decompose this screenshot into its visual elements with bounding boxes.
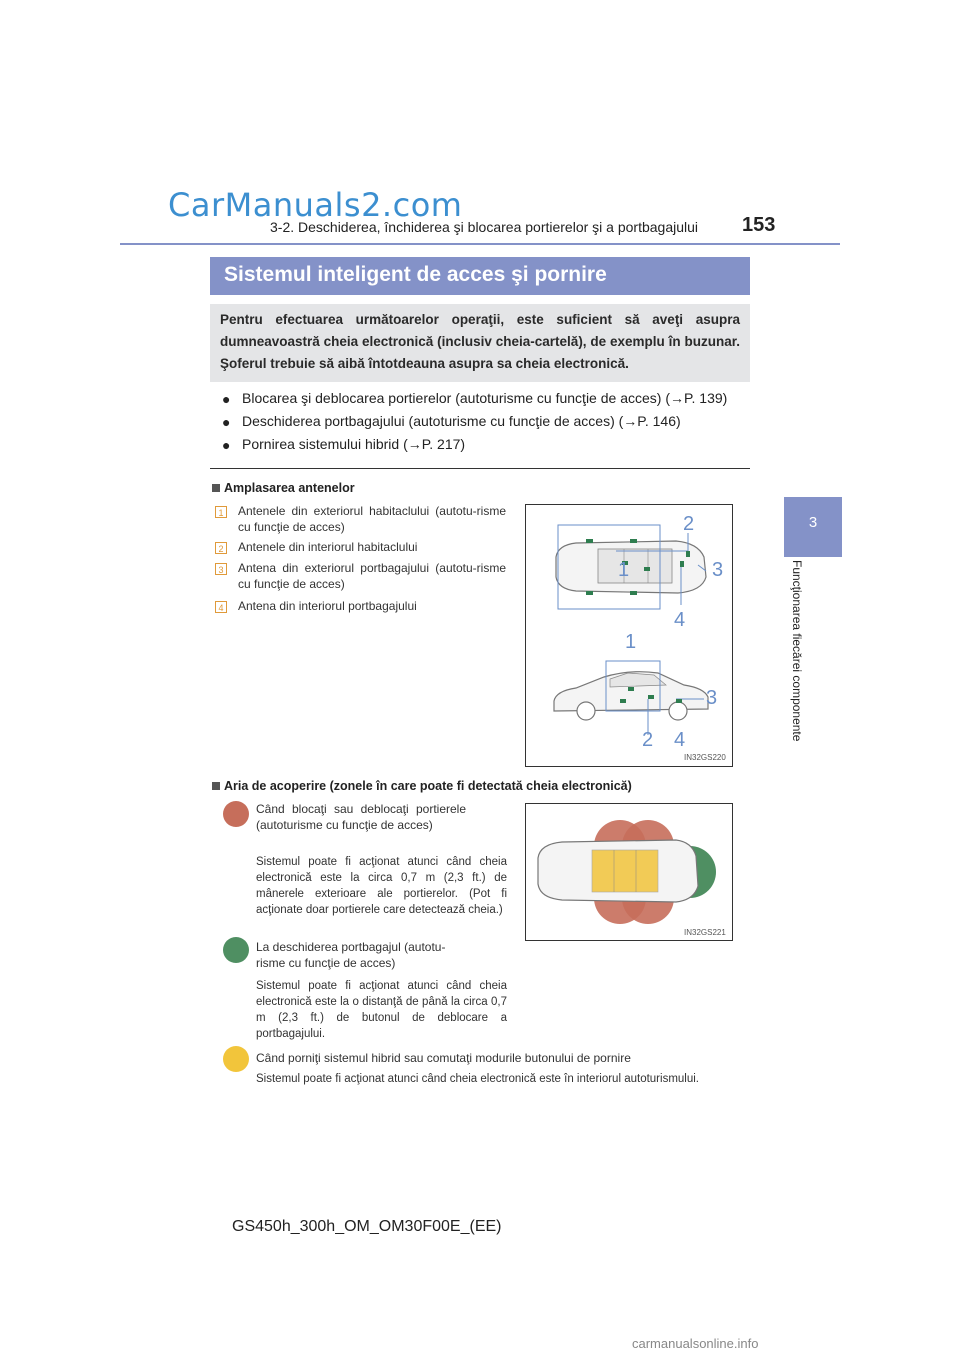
antenna-location-figure xyxy=(525,504,733,767)
antenna-item: Antenele din interiorul habitaclului xyxy=(238,540,418,554)
figure-code: IN32GS220 xyxy=(684,753,726,762)
square-bullet-icon xyxy=(212,782,220,790)
coverage-item-title: La deschiderea portbagajul (autotu-risme cu funcţie de acces) xyxy=(256,940,446,970)
bullet-icon: ● xyxy=(222,437,231,453)
number-badge: 1 xyxy=(215,506,227,518)
coverage-heading: Aria de acoperire (zonele în care poate fi detectată cheia electronică) xyxy=(212,779,632,793)
number-badge: 4 xyxy=(215,601,227,613)
antenna-item: Antena din interiorul portbagajului xyxy=(238,599,417,613)
number-badge: 3 xyxy=(215,563,227,575)
callout-label: 3 xyxy=(712,559,724,581)
watermark-logo: CarManuals2.com xyxy=(168,186,463,224)
coverage-area-figure xyxy=(525,803,733,941)
bullet-icon: ● xyxy=(222,391,231,407)
page-number: 153 xyxy=(742,214,776,236)
chapter-side-label: Funcţionarea fiecărei componente xyxy=(790,560,804,742)
green-zone-legend-icon xyxy=(223,937,249,963)
bullet-item: Blocarea şi deblocarea portierelor (autoturisme cu funcţie de acces) (→P. 139) xyxy=(242,390,728,406)
header-divider xyxy=(120,243,840,245)
callout-label: 4 xyxy=(674,609,686,631)
document-code-footer: GS450h_300h_OM_OM30F00E_(EE) xyxy=(232,1218,502,1235)
bullet-item: Pornirea sistemului hibrid (→P. 217) xyxy=(242,436,466,452)
bullet-item: Deschiderea portbagajului (autoturisme cu funcţie de acces) (→P. 146) xyxy=(242,413,681,429)
coverage-diagram xyxy=(526,804,732,940)
callout-label: 4 xyxy=(674,729,686,751)
callout-label: 1 xyxy=(618,559,630,581)
yellow-zone-legend-icon xyxy=(223,1046,249,1072)
chapter-number: 3 xyxy=(808,514,818,531)
antenna-item: Antena din exteriorul portbagajului (autotu-risme cu funcţie de acces) xyxy=(238,561,506,591)
square-bullet-icon xyxy=(212,484,220,492)
callout-label: 2 xyxy=(683,513,695,535)
number-badge: 2 xyxy=(215,542,227,554)
watermark-bottom: carmanualsonline.info xyxy=(632,1336,759,1351)
car-side-view-icon xyxy=(554,672,708,720)
callout-label: 2 xyxy=(642,729,654,751)
section-title: Sistemul inteligent de acces şi pornire xyxy=(224,263,607,286)
figure-code: IN32GS221 xyxy=(684,928,726,937)
bullet-icon: ● xyxy=(222,414,231,430)
chapter-header-title: 3-2. Deschiderea, închiderea şi blocarea portierelor şi a portbagajului xyxy=(270,219,699,235)
coverage-item-text: Sistemul poate fi acţionat atunci când cheia electronică este la o distanţă de până la circa 0,7 m (2,3 ft.) de butonul de deblocare a portbagajului. xyxy=(256,980,507,1040)
antennas-heading: Amplasarea antenelor xyxy=(212,481,355,495)
section-divider xyxy=(210,468,750,469)
callout-label: 1 xyxy=(625,631,637,653)
callout-label: 3 xyxy=(706,687,718,709)
coverage-item-text: Sistemul poate fi acţionat atunci când cheia electronică este în interiorul autoturismului. xyxy=(256,1073,699,1085)
antenna-item: Antenele din exteriorul habitaclului (autotu-risme cu funcţie de acces) xyxy=(238,504,506,534)
red-zone-legend-icon xyxy=(223,801,249,827)
intro-text: Pentru efectuarea următoarelor operaţii, este suficient să aveţi asupra dumneavoastră cheia electronică (inclusiv cheia-cartelă), de exemplu în buzunar. Şoferul trebuie să aibă întotdeauna asupra sa cheia electronică. xyxy=(220,312,740,371)
coverage-item-title: Când porniţi sistemul hibrid sau comutaţi modurile butonului de pornire xyxy=(256,1051,631,1065)
coverage-item-title: Când blocaţi sau deblocaţi portierele (autoturisme cu funcţie de acces) xyxy=(256,802,466,832)
car-top-view-icon xyxy=(538,840,698,902)
coverage-item-text: Sistemul poate fi acţionat atunci când cheia electronică este la circa 0,7 m (2,3 ft.) de mânerele exterioare ale portierelor. (Pot fi acţionate doar portierele care detectează cheia.) xyxy=(256,856,507,916)
